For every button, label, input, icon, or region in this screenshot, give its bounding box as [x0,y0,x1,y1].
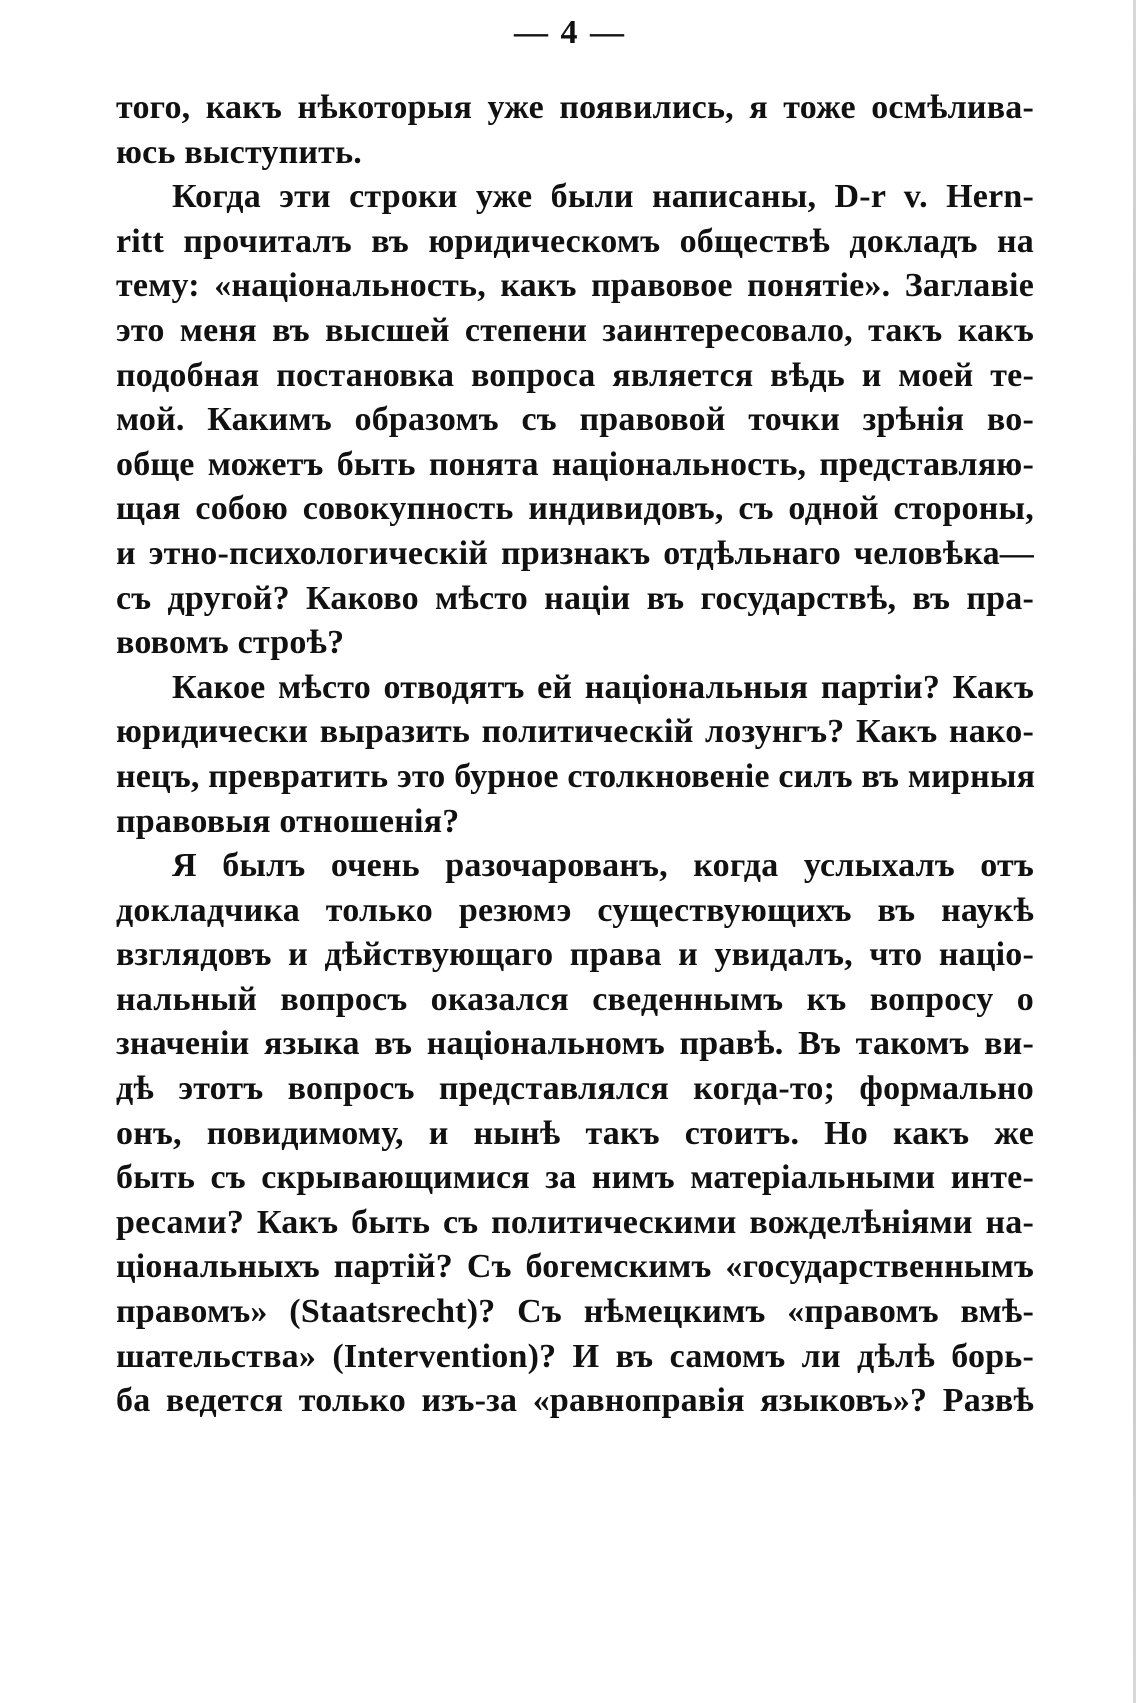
text-line: шательства» (Intervention)? И въ самомъ ли дѣлѣ борь- [116,1337,1034,1375]
text-line: дѣ этотъ вопросъ представлялся когда-то; формально [116,1070,1034,1108]
text-line: правовыя отношенія? [116,802,460,840]
text-line: и этно-психологическій признакъ отдѣльнаго человѣка— [116,534,1034,572]
text-line: ресами? Какъ быть съ политическими вожделѣніями на- [116,1203,1034,1241]
text-line: юсь выступить. [116,133,362,171]
text-line: съ другой? Каково мѣсто націи въ государствѣ, въ пра- [116,579,1034,617]
text-line: быть съ скрывающимися за нимъ матеріальными инте- [116,1159,1034,1197]
text-line: правомъ» (Staatsrecht)? Съ нѣмецкимъ «правомъ вмѣ- [116,1293,1034,1331]
text-line: обще можетъ быть понята національность, представляю- [116,445,1034,483]
text-line: тему: «національность, какъ правовое понятіе». Заглавіе [116,267,1034,305]
page-number: — 4 — [514,14,626,51]
text-line: Я былъ очень разочарованъ, когда услыхалъ отъ [172,847,1034,885]
text-line: подобная постановка вопроса является вѣдь и моей те- [116,356,1034,394]
body-text [116,86,1034,1424]
text-line: ба ведется только изъ-за «равноправія языковъ»? Развѣ [116,1382,1034,1420]
text-line: ritt прочиталъ въ юридическомъ обществѣ докладъ на [116,222,1034,260]
text-line: значеніи языка въ національномъ правѣ. Въ такомъ ви- [116,1025,1034,1063]
text-line: вовомъ строѣ? [116,624,345,662]
text-line: юридически выразить политическій лозунгъ? Какъ нако- [116,713,1034,751]
text-line: докладчика только резюмэ существующихъ въ наукѣ [116,891,1034,929]
text-line: Какое мѣсто отводятъ ей національныя партіи? Какъ [172,668,1034,706]
text-line: Когда эти строки уже были написаны, D-r v. Hern- [172,178,1034,216]
page-edge-shadow [1133,0,1136,1703]
text-line: щая собою совокупность индивидовъ, съ одной стороны, [116,490,1034,528]
text-line: того, какъ нѣкоторыя уже появились, я тоже осмѣлива- [116,89,1034,126]
text-line: нецъ, превратить это бурное столкновеніе силъ въ мирныя [116,757,1036,795]
text-line: это меня въ высшей степени заинтересовало, такъ какъ [116,311,1034,349]
text-line: нальный вопросъ оказался сведеннымъ къ вопросу о [116,980,1034,1018]
text-line: мой. Какимъ образомъ съ правовой точки зрѣнія во- [116,401,1034,439]
text-line: онъ, повидимому, и нынѣ такъ стоитъ. Но какъ же [116,1114,1034,1152]
text-line: взглядовъ и дѣйствующаго права и увидалъ, что націо- [116,936,1034,974]
text-line: ціональныхъ партій? Съ богемскимъ «государственнымъ [116,1248,1034,1286]
